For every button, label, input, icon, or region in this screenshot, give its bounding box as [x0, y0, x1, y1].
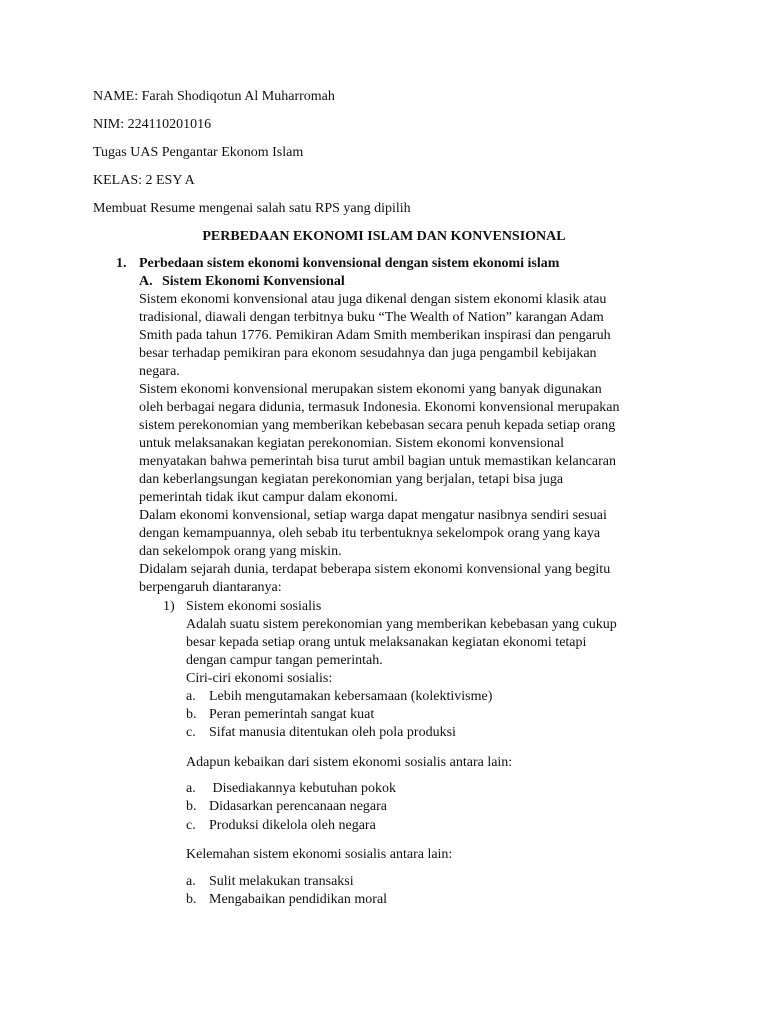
list-label: Ciri-ciri ekonomi sosialis:	[186, 671, 333, 686]
paragraph-line: negara.	[139, 364, 180, 379]
paragraph-line: Smith pada tahun 1776. Pemikiran Adam Smith memberikan inspirasi dan pengaruh	[139, 328, 611, 343]
student-name: NAME: Farah Shodiqotun Al Muharromah	[93, 89, 335, 104]
student-nim: NIM: 224110201016	[93, 117, 212, 132]
paragraph-line: berpengaruh diantaranya:	[139, 580, 282, 595]
list-marker: a.	[186, 874, 196, 889]
paragraph-line: pemerintah tidak ikut campur dalam ekonomi.	[139, 490, 398, 505]
list-marker: b.	[186, 799, 197, 814]
paragraph-line: sistem perekonomian yang memberikan kebebasan secara penuh kepada setiap orang	[139, 418, 616, 433]
paragraph-line: menyatakan bahwa pemerintah bisa turut ambil bagian untuk memastikan kelancaran	[139, 454, 616, 469]
list-item: Sifat manusia ditentukan oleh pola produksi	[209, 725, 456, 740]
paragraph-line: dan keberlangsungan kegiatan perekonomian yang berjalan, tetapi bisa juga	[139, 472, 564, 487]
paragraph-line: oleh berbagai negara didunia, termasuk Indonesia. Ekonomi konvensional merupakan	[139, 400, 620, 415]
paragraph-line: tradisional, diawali dengan terbitnya buku “The Wealth of Nation” karangan Adam	[139, 310, 604, 325]
paragraph-line: Sistem ekonomi konvensional atau juga dikenal dengan sistem ekonomi klasik atau	[139, 292, 607, 307]
paragraph-line: Didalam sejarah dunia, terdapat beberapa sistem ekonomi konvensional yang begitu	[139, 562, 611, 577]
list-marker: a.	[186, 689, 196, 704]
list-marker: b.	[186, 707, 197, 722]
list-marker: c.	[186, 818, 196, 833]
list-item: Sulit melakukan transaksi	[209, 874, 354, 889]
list-marker: b.	[186, 892, 197, 907]
list-marker: a.	[186, 781, 196, 796]
task-title: Tugas UAS Pengantar Ekonom Islam	[93, 145, 304, 160]
paragraph-line: untuk melaksanakan kegiatan perekonomian. Sistem ekonomi konvensional	[139, 436, 564, 451]
section-number: 1.	[116, 256, 127, 271]
paragraph-line: dan sekelompok orang yang miskin.	[139, 544, 342, 559]
paragraph-line: dengan kemampuannya, oleh sebab itu terbentuknya sekelompok orang yang kaya	[139, 526, 601, 541]
paragraph-line: dengan campur tangan pemerintah.	[186, 653, 383, 668]
document-title: PERBEDAAN EKONOMI ISLAM DAN KONVENSIONAL	[202, 229, 566, 244]
paragraph-line: Adalah suatu sistem perekonomian yang memberikan kebebasan yang cukup	[186, 617, 617, 632]
paragraph-line: besar terhadap pemikiran para ekonom sesudahnya dan juga pengambil kebijakan	[139, 346, 597, 361]
paragraph-line: besar kepada setiap orang untuk melaksanakan kegiatan ekonomi tetapi	[186, 635, 587, 650]
list-marker: c.	[186, 725, 196, 740]
subsection-title: Sistem ekonomi sosialis	[186, 599, 322, 614]
list-item: Disediakannya kebutuhan pokok	[209, 781, 397, 796]
list-item: Mengabaikan pendidikan moral	[209, 892, 388, 907]
list-item: Peran pemerintah sangat kuat	[209, 707, 375, 722]
list-item: Didasarkan perencanaan negara	[209, 799, 388, 814]
list-item: Lebih mengutamakan kebersamaan (kolektivisme)	[209, 689, 493, 704]
list-label: Kelemahan sistem ekonomi sosialis antara lain:	[186, 847, 453, 862]
paragraph-line: Dalam ekonomi konvensional, setiap warga dapat mengatur nasibnya sendiri sesuai	[139, 508, 607, 523]
subsection-marker: A.	[139, 274, 153, 289]
class-label: KELAS: 2 ESY A	[93, 173, 195, 188]
purpose-line: Membuat Resume mengenai salah satu RPS yang dipilih	[93, 201, 411, 216]
paragraph-line: Sistem ekonomi konvensional merupakan sistem ekonomi yang banyak digunakan	[139, 382, 602, 397]
list-marker: 1)	[163, 599, 175, 614]
list-label: Adapun kebaikan dari sistem ekonomi sosialis antara lain:	[186, 755, 513, 770]
subsection-heading: Sistem Ekonomi Konvensional	[162, 274, 345, 289]
section-heading: Perbedaan sistem ekonomi konvensional dengan sistem ekonomi islam	[139, 256, 560, 271]
list-item: Produksi dikelola oleh negara	[209, 818, 376, 833]
